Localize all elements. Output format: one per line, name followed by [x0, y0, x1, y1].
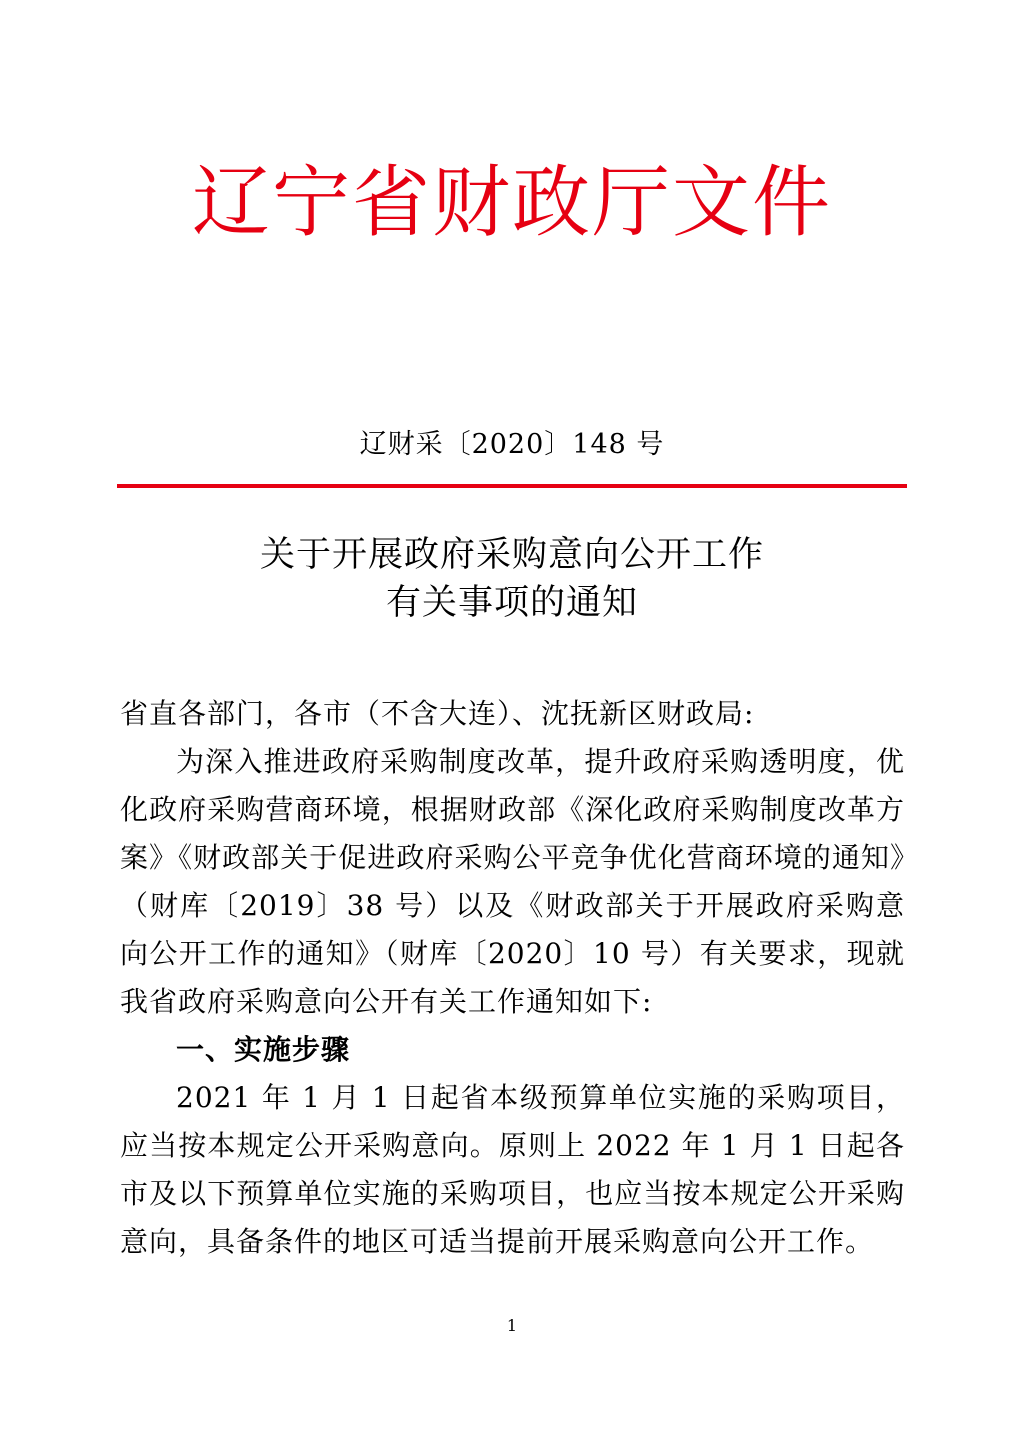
title-line-2: 有关事项的通知	[385, 583, 638, 623]
intro-paragraph: 为深入推进政府采购制度改革，提升政府采购透明度，优化政府采购营商环境，根据财政部《深化政府采购制度改革方案》《财政部关于促进政府采购公平竞争优化营商环境的通知》（财库〔2019〕38 号）以及《财政部关于开展政府采购意向公开工作的通知》（财库〔2020〕10 号）有关要求，现就我省政府采购意向公开有关工作通知如下:	[120, 745, 905, 1018]
document-number: 辽财采〔2020〕148 号	[359, 429, 665, 460]
red-separator-line	[117, 484, 907, 488]
issuer-header: 辽宁省财政厅文件	[191, 158, 832, 248]
title-line-1: 关于开展政府采购意向公开工作	[259, 535, 764, 575]
page-number: 1	[506, 1316, 518, 1335]
document-title	[0, 531, 1024, 627]
salutation: 省直各部门，各市（不含大连）、沈抚新区财政局:	[120, 697, 755, 730]
document-body	[120, 690, 905, 1266]
section-paragraph-implementation-steps: 2021 年 1 月 1 日起省本级预算单位实施的采购项目，应当按本规定公开采购意向。原则上 2022 年 1 月 1 日起各市及以下预算单位实施的采购项目，也应当按本规定公开采购意向，具备条件的地区可适当提前开展采购意向公开工作。	[120, 1081, 905, 1258]
section-heading-implementation-steps: 一、实施步骤	[176, 1033, 351, 1066]
